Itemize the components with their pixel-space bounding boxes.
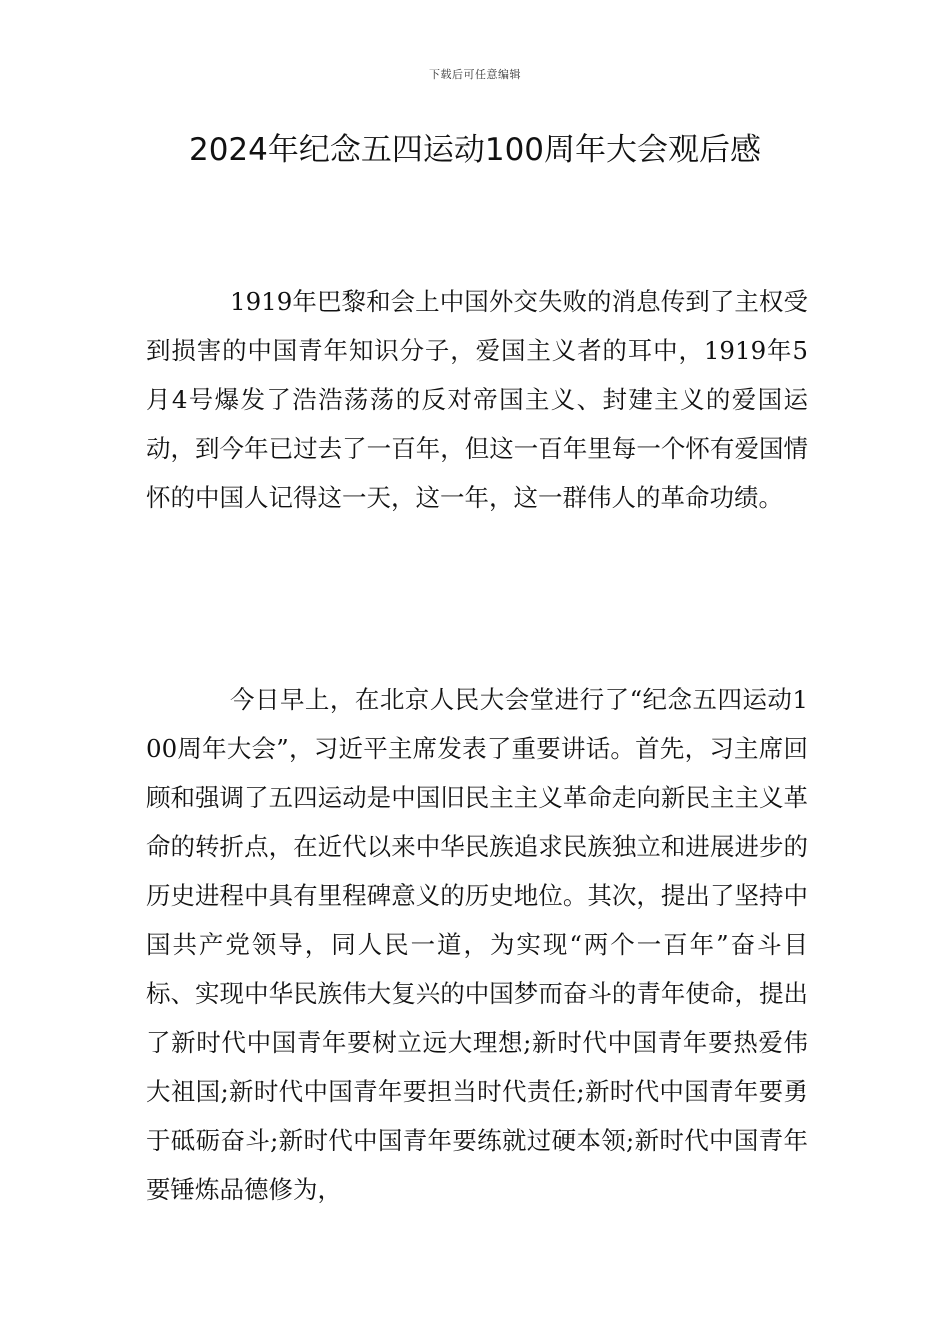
header-note: 下载后可任意编辑 [429,68,521,81]
document-title: 2024年纪念五四运动100周年大会观后感 [188,132,762,168]
paragraph-2: 今日早上，在北京人民大会堂进行了“纪念五四运动100周年大会”，习近平主席发表了重要讲话。首先，习主席回顾和强调了五四运动是中国旧民主主义革命走向新民主主义革命的转折点，在近代以来中华民族追求民族独立和进展进步的历史进程中具有里程碑意义的历史地位。其次，提出了坚持中国共产党领导，同人民一道，为实现“两个一百年”奋斗目标、实现中华民族伟大复兴的中国梦而奋斗的青年使命，提出了新时代中国青年要树立远大理想;新时代中国青年要热爱伟大祖国;新时代中国青年要担当时代责任;新时代中国青年要勇于砥砺奋斗;新时代中国青年要练就过硬本领;新时代中国青年要锤炼品德修为， [146,685,808,1204]
paragraph-1: 1919年巴黎和会上中国外交失败的消息传到了主权受到损害的中国青年知识分子，爱国主义者的耳中，1919年5月4号爆发了浩浩荡荡的反对帝国主义、封建主义的爱国运动，到今年已过去了一百年，但这一百年里每一个怀有爱国情怀的中国人记得这一天，这一年，这一群伟人的革命功绩。 [146,287,808,512]
